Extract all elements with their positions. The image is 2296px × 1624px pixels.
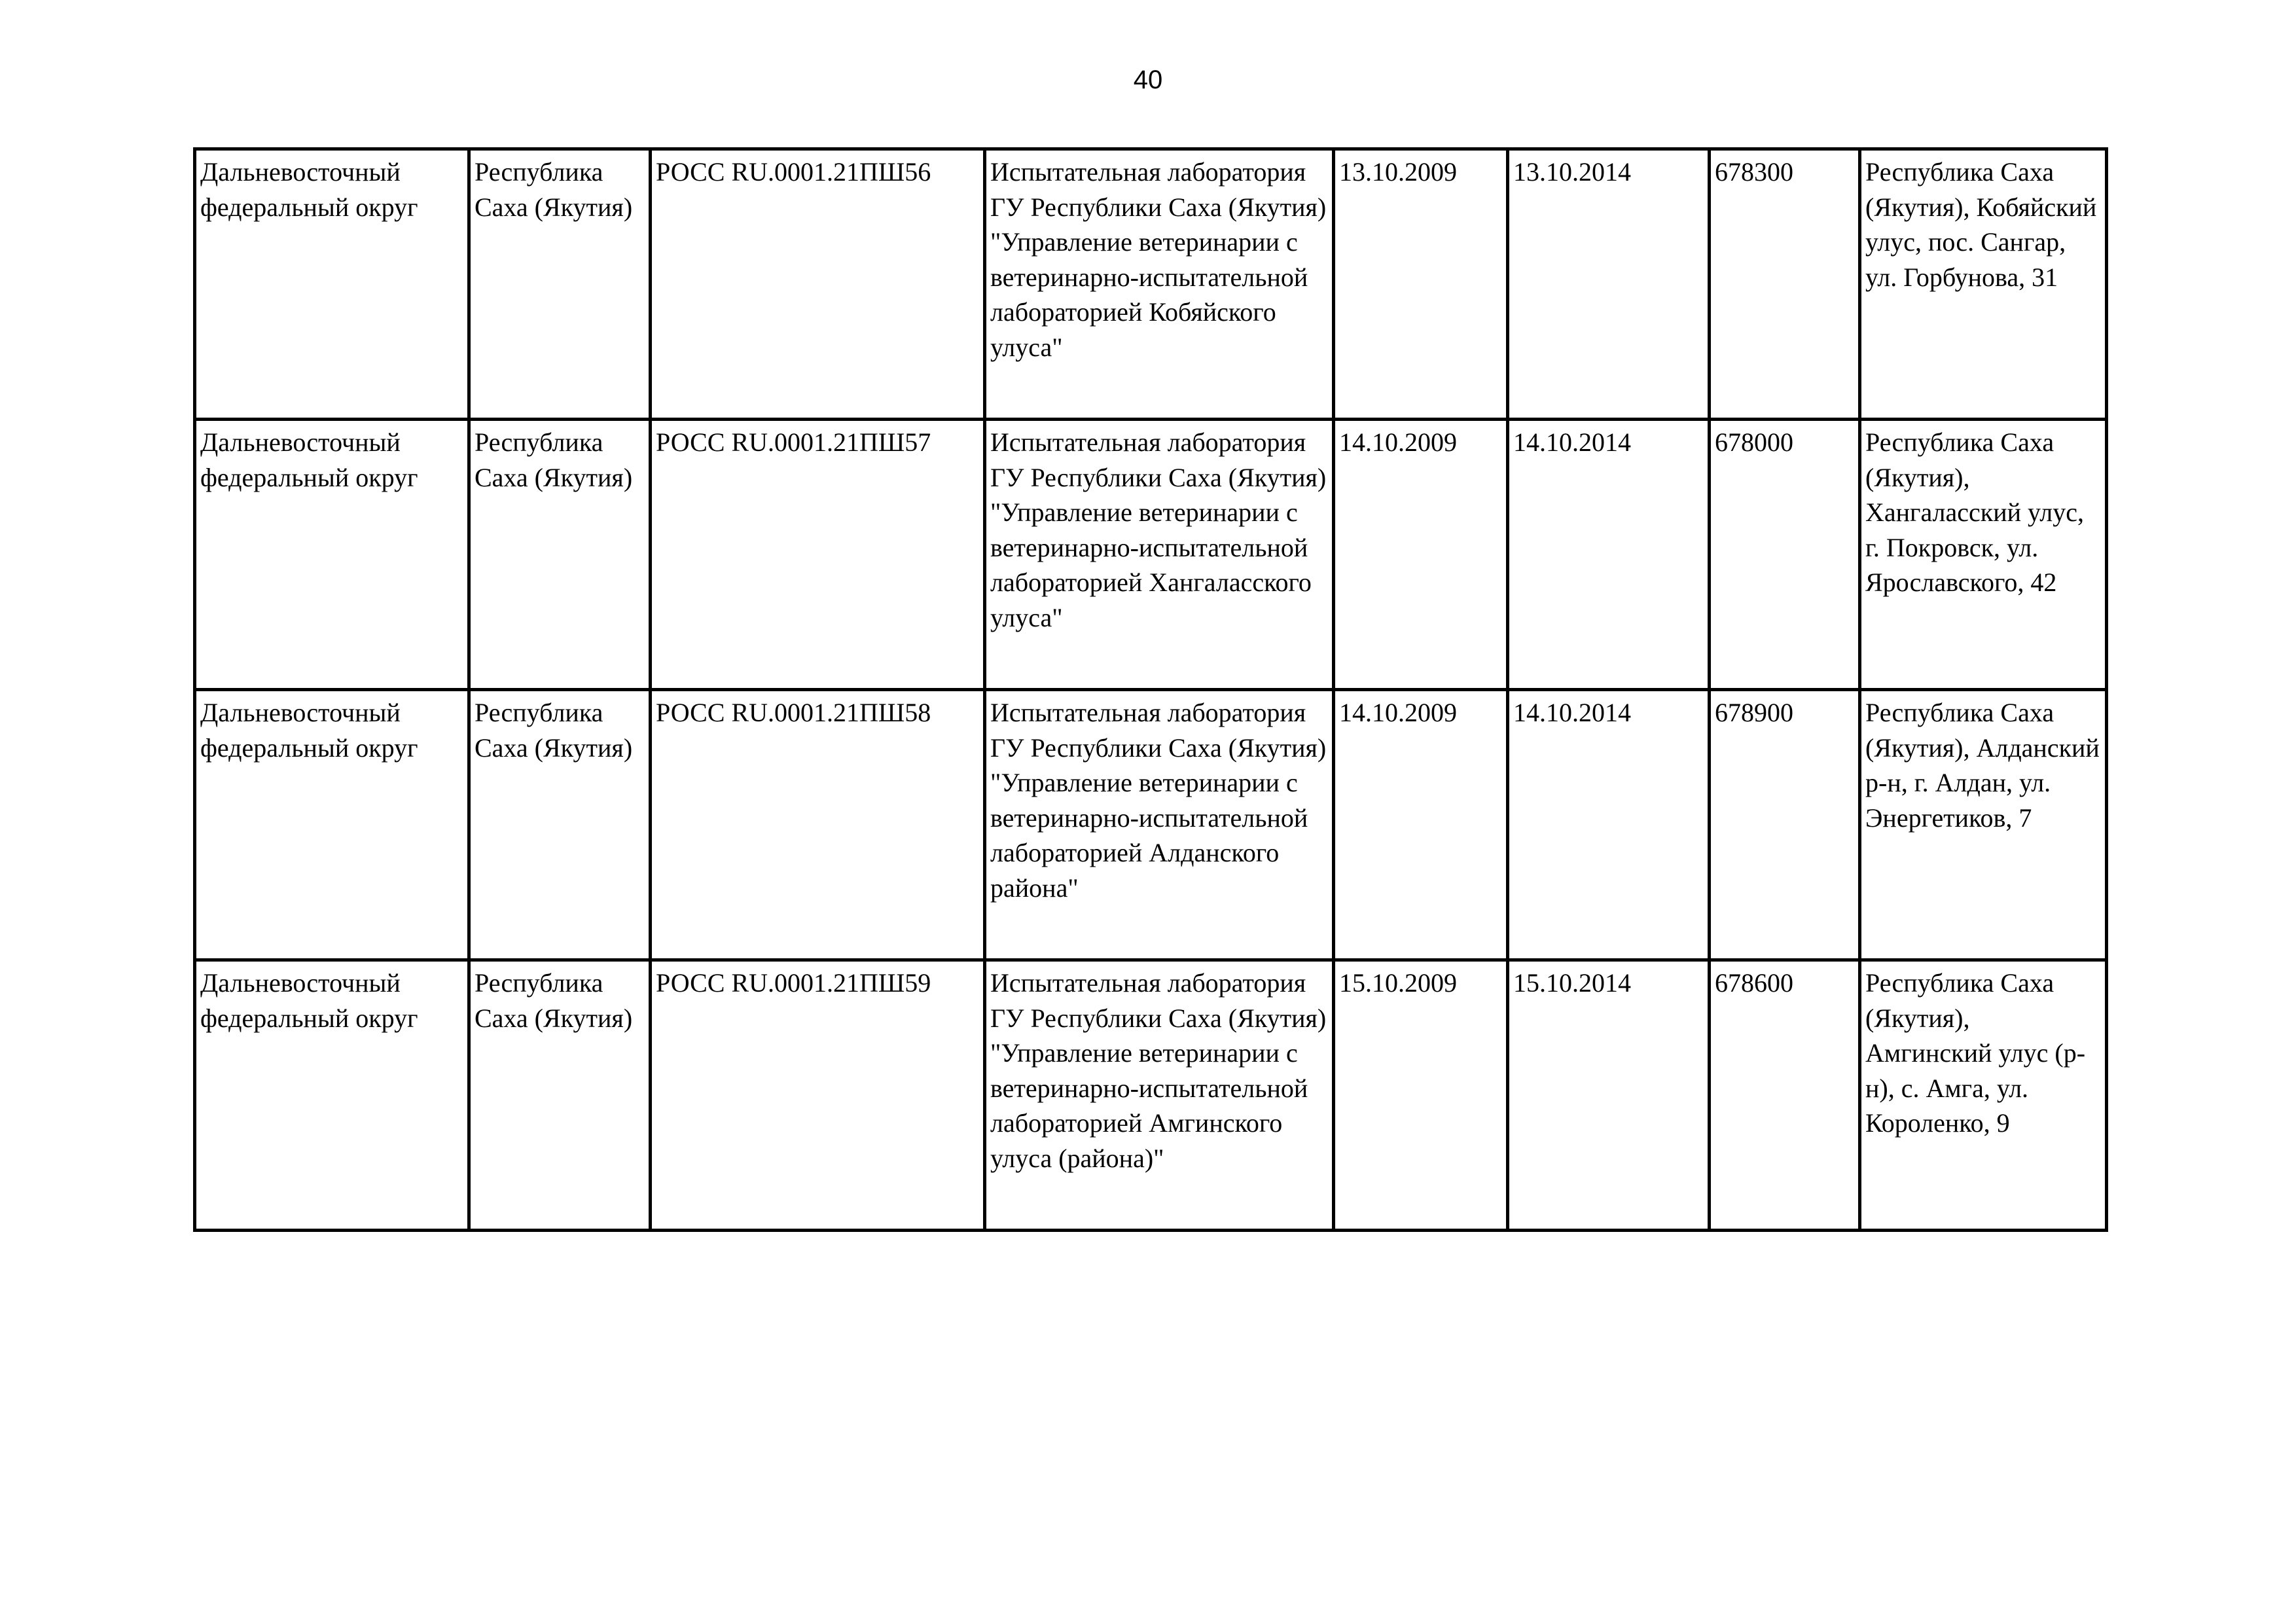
laboratory-name-cell: Испытательная лаборатория ГУ Республики Саха (Якутия) "Управление ветеринарии с ветеринарно-испытательной лабораторией Алданского района" bbox=[985, 690, 1334, 960]
registry-table bbox=[193, 147, 2108, 1232]
certificate-number-cell: РОСС RU.0001.21ПШ56 bbox=[651, 149, 985, 420]
postal-code-cell: 678300 bbox=[1710, 149, 1860, 420]
table-row bbox=[195, 420, 2107, 690]
table-row bbox=[195, 960, 2107, 1231]
district-cell: Дальневосточный федеральный округ bbox=[195, 690, 469, 960]
valid-until-cell: 13.10.2014 bbox=[1508, 149, 1710, 420]
laboratory-name-cell: Испытательная лаборатория ГУ Республики Саха (Якутия) "Управление ветеринарии с ветеринарно-испытательной лабораторией Кобяйского улуса" bbox=[985, 149, 1334, 420]
region-cell: Республика Саха (Якутия) bbox=[469, 960, 651, 1231]
issue-date-cell: 13.10.2009 bbox=[1334, 149, 1508, 420]
district-cell: Дальневосточный федеральный округ bbox=[195, 960, 469, 1231]
postal-code-cell: 678900 bbox=[1710, 690, 1860, 960]
region-cell: Республика Саха (Якутия) bbox=[469, 420, 651, 690]
certificate-number-cell: РОСС RU.0001.21ПШ58 bbox=[651, 690, 985, 960]
certificate-number-cell: РОСС RU.0001.21ПШ59 bbox=[651, 960, 985, 1231]
page-number: 40 bbox=[1133, 65, 1163, 94]
issue-date-cell: 14.10.2009 bbox=[1334, 420, 1508, 690]
issue-date-cell: 14.10.2009 bbox=[1334, 690, 1508, 960]
laboratory-name-cell: Испытательная лаборатория ГУ Республики Саха (Якутия) "Управление ветеринарии с ветеринарно-испытательной лабораторией Хангаласского улуса" bbox=[985, 420, 1334, 690]
valid-until-cell: 14.10.2014 bbox=[1508, 420, 1710, 690]
laboratory-name-cell: Испытательная лаборатория ГУ Республики Саха (Якутия) "Управление ветеринарии с ветеринарно-испытательной лабораторией Амгинского улуса (района)" bbox=[985, 960, 1334, 1231]
certificate-number-cell: РОСС RU.0001.21ПШ57 bbox=[651, 420, 985, 690]
district-cell: Дальневосточный федеральный округ bbox=[195, 420, 469, 690]
postal-code-cell: 678600 bbox=[1710, 960, 1860, 1231]
district-cell: Дальневосточный федеральный округ bbox=[195, 149, 469, 420]
table-row bbox=[195, 149, 2107, 420]
address-cell: Республика Саха (Якутия), Хангаласский улус, г. Покровск, ул. Ярославского, 42 bbox=[1860, 420, 2107, 690]
valid-until-cell: 14.10.2014 bbox=[1508, 690, 1710, 960]
valid-until-cell: 15.10.2014 bbox=[1508, 960, 1710, 1231]
address-cell: Республика Саха (Якутия), Алданский р-н, г. Алдан, ул. Энергетиков, 7 bbox=[1860, 690, 2107, 960]
address-cell: Республика Саха (Якутия), Кобяйский улус, пос. Сангар, ул. Горбунова, 31 bbox=[1860, 149, 2107, 420]
table-row bbox=[195, 690, 2107, 960]
region-cell: Республика Саха (Якутия) bbox=[469, 149, 651, 420]
address-cell: Республика Саха (Якутия), Амгинский улус (р-н), с. Амга, ул. Короленко, 9 bbox=[1860, 960, 2107, 1231]
issue-date-cell: 15.10.2009 bbox=[1334, 960, 1508, 1231]
region-cell: Республика Саха (Якутия) bbox=[469, 690, 651, 960]
postal-code-cell: 678000 bbox=[1710, 420, 1860, 690]
